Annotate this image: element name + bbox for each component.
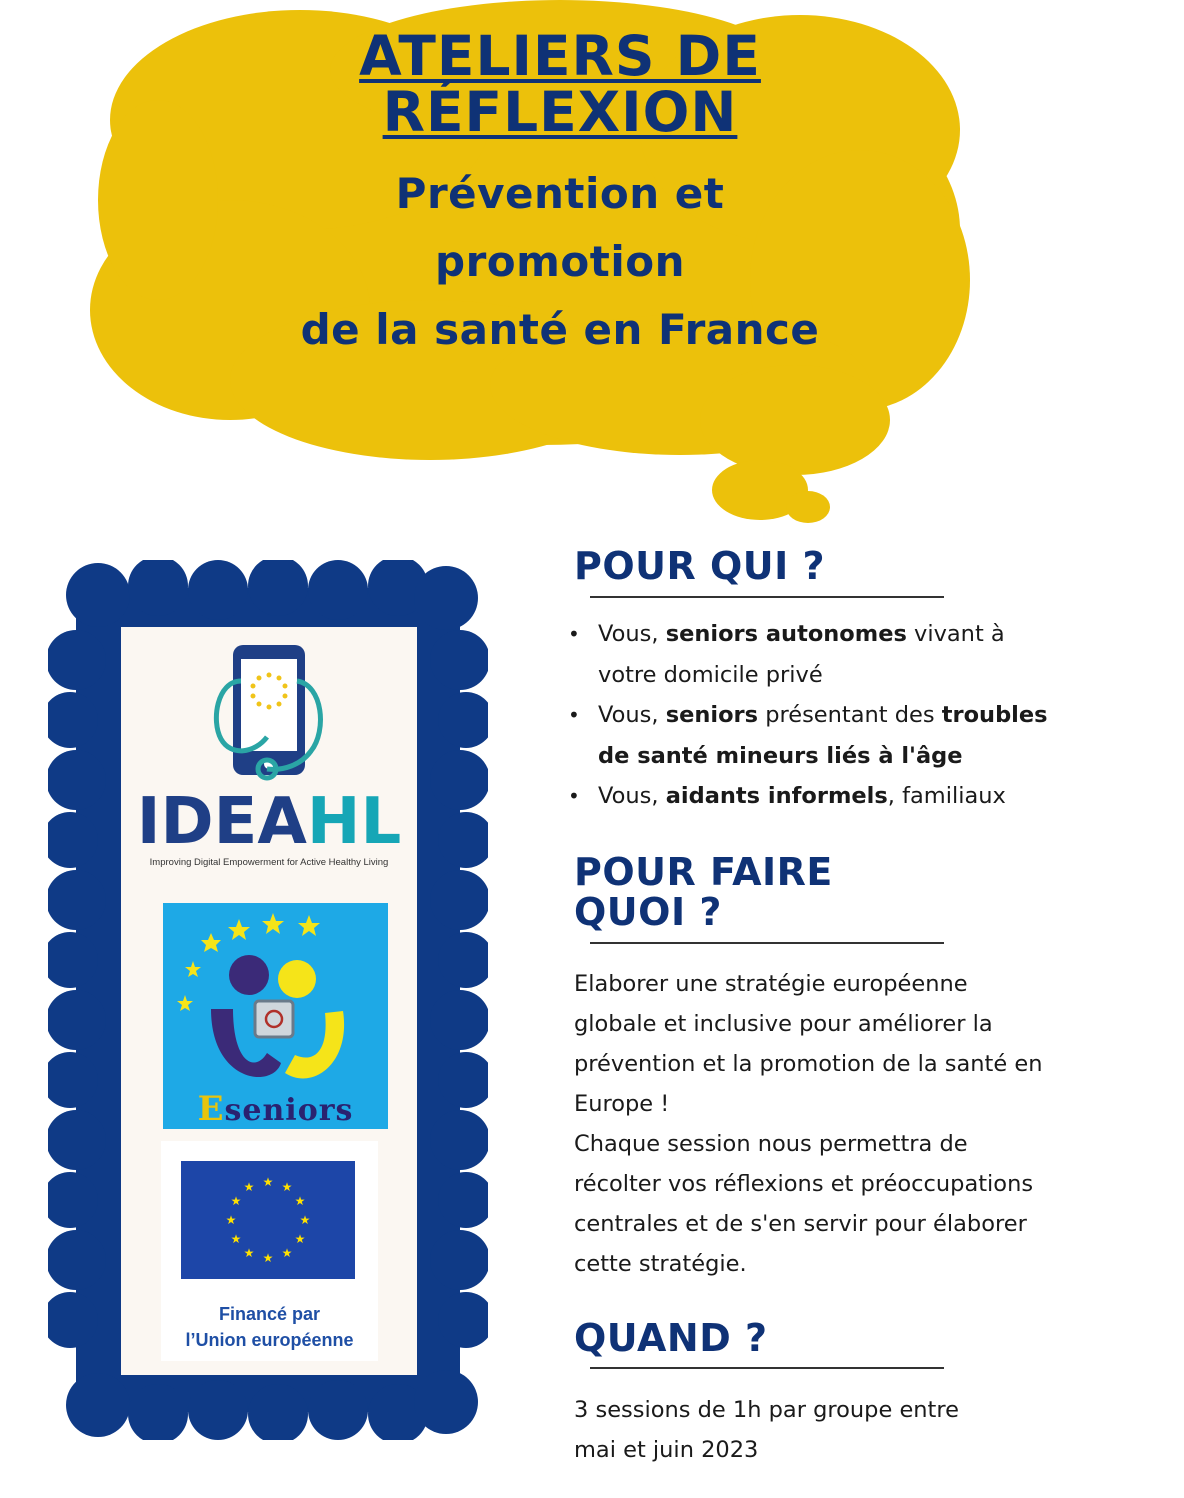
- schedule-text: [574, 1390, 1094, 1470]
- svg-text:★: ★: [262, 1251, 274, 1265]
- eseniors-logo-text: [163, 1089, 388, 1129]
- audience-list: [568, 614, 1094, 817]
- list-item: • Vous, aidants informels, familiaux: [568, 783, 1006, 809]
- subtitle-line-2: promotion: [435, 237, 685, 286]
- svg-text:★: ★: [262, 1175, 274, 1189]
- header: [160, 24, 960, 364]
- eseniors-logo: [163, 903, 388, 1129]
- svg-text:★: ★: [243, 1246, 255, 1260]
- paragraph-line: récolter vos réflexions et préoccupations: [574, 1171, 1034, 1197]
- section-pour-faire-quoi: [574, 852, 1094, 932]
- schedule-line-1: 3 sessions de 1h par groupe entre: [574, 1397, 959, 1423]
- svg-text:★: ★: [230, 1194, 242, 1208]
- section-quand: [574, 1318, 1094, 1358]
- svg-text:★: ★: [299, 1213, 311, 1227]
- eu-funding-logo: [161, 1141, 378, 1361]
- purpose-paragraph: [574, 964, 1094, 1284]
- paragraph-line: Chaque session nous permettra de: [574, 1131, 968, 1157]
- heading-pour-faire-quoi-2: QUOI ?: [574, 890, 722, 934]
- svg-text:★: ★: [281, 1180, 293, 1194]
- svg-text:★: ★: [281, 1246, 293, 1260]
- eseniors-figures-icon: [163, 903, 388, 1093]
- svg-text:★: ★: [294, 1194, 306, 1208]
- list-item: • Vous, seniors présentant des troubles de santé mineurs liés à l'âge: [568, 702, 1048, 769]
- heading-pour-faire-quoi-1: POUR FAIRE: [574, 850, 833, 894]
- section-pour-qui: [574, 546, 1094, 586]
- subtitle-line-3: de la santé en France: [300, 305, 820, 354]
- ideahl-name-a: IDEA: [136, 785, 307, 859]
- eseniors-rest: seniors: [224, 1093, 354, 1128]
- eu-flag-icon: [181, 1161, 355, 1279]
- eseniors-first-letter: E: [197, 1089, 225, 1129]
- heading-quand: QUAND ?: [574, 1316, 768, 1360]
- paragraph-line: centrales et de s'en servir pour élaborer: [574, 1211, 1027, 1237]
- list-item: • Vous, seniors autonomes vivant à votre domicile privé: [568, 621, 1005, 688]
- eu-caption-line-2: l’Union européenne: [185, 1330, 354, 1350]
- paragraph-line: Elaborer une stratégie européenne: [574, 971, 968, 997]
- paragraph-line: cette stratégie.: [574, 1251, 747, 1277]
- svg-text:★: ★: [225, 1213, 237, 1227]
- eu-caption: [161, 1301, 378, 1353]
- paragraph-line: prévention et la promotion de la santé en: [574, 1051, 1043, 1077]
- title-line-2: RÉFLEXION: [382, 80, 738, 144]
- divider: [590, 596, 944, 598]
- divider: [590, 1367, 944, 1369]
- svg-text:★: ★: [294, 1232, 306, 1246]
- divider: [590, 942, 944, 944]
- ideahl-tagline: Improving Digital Empowerment for Active Healthy Living: [149, 857, 389, 868]
- paragraph-line: Europe !: [574, 1091, 670, 1117]
- svg-text:★: ★: [230, 1232, 242, 1246]
- ideahl-logo-text: [121, 785, 417, 859]
- paragraph-line: globale et inclusive pour améliorer la: [574, 1011, 993, 1037]
- svg-text:★: ★: [243, 1180, 255, 1194]
- logo-panel: [121, 627, 417, 1375]
- schedule-line-2: mai et juin 2023: [574, 1437, 759, 1463]
- heading-pour-qui: POUR QUI ?: [574, 544, 826, 588]
- title-line-1: ATELIERS DE: [359, 24, 761, 88]
- eu-caption-line-1: Financé par: [218, 1304, 321, 1324]
- subtitle-line-1: Prévention et: [395, 169, 725, 218]
- phone-stethoscope-icon: [211, 641, 331, 781]
- ideahl-name-b: HL: [306, 785, 402, 859]
